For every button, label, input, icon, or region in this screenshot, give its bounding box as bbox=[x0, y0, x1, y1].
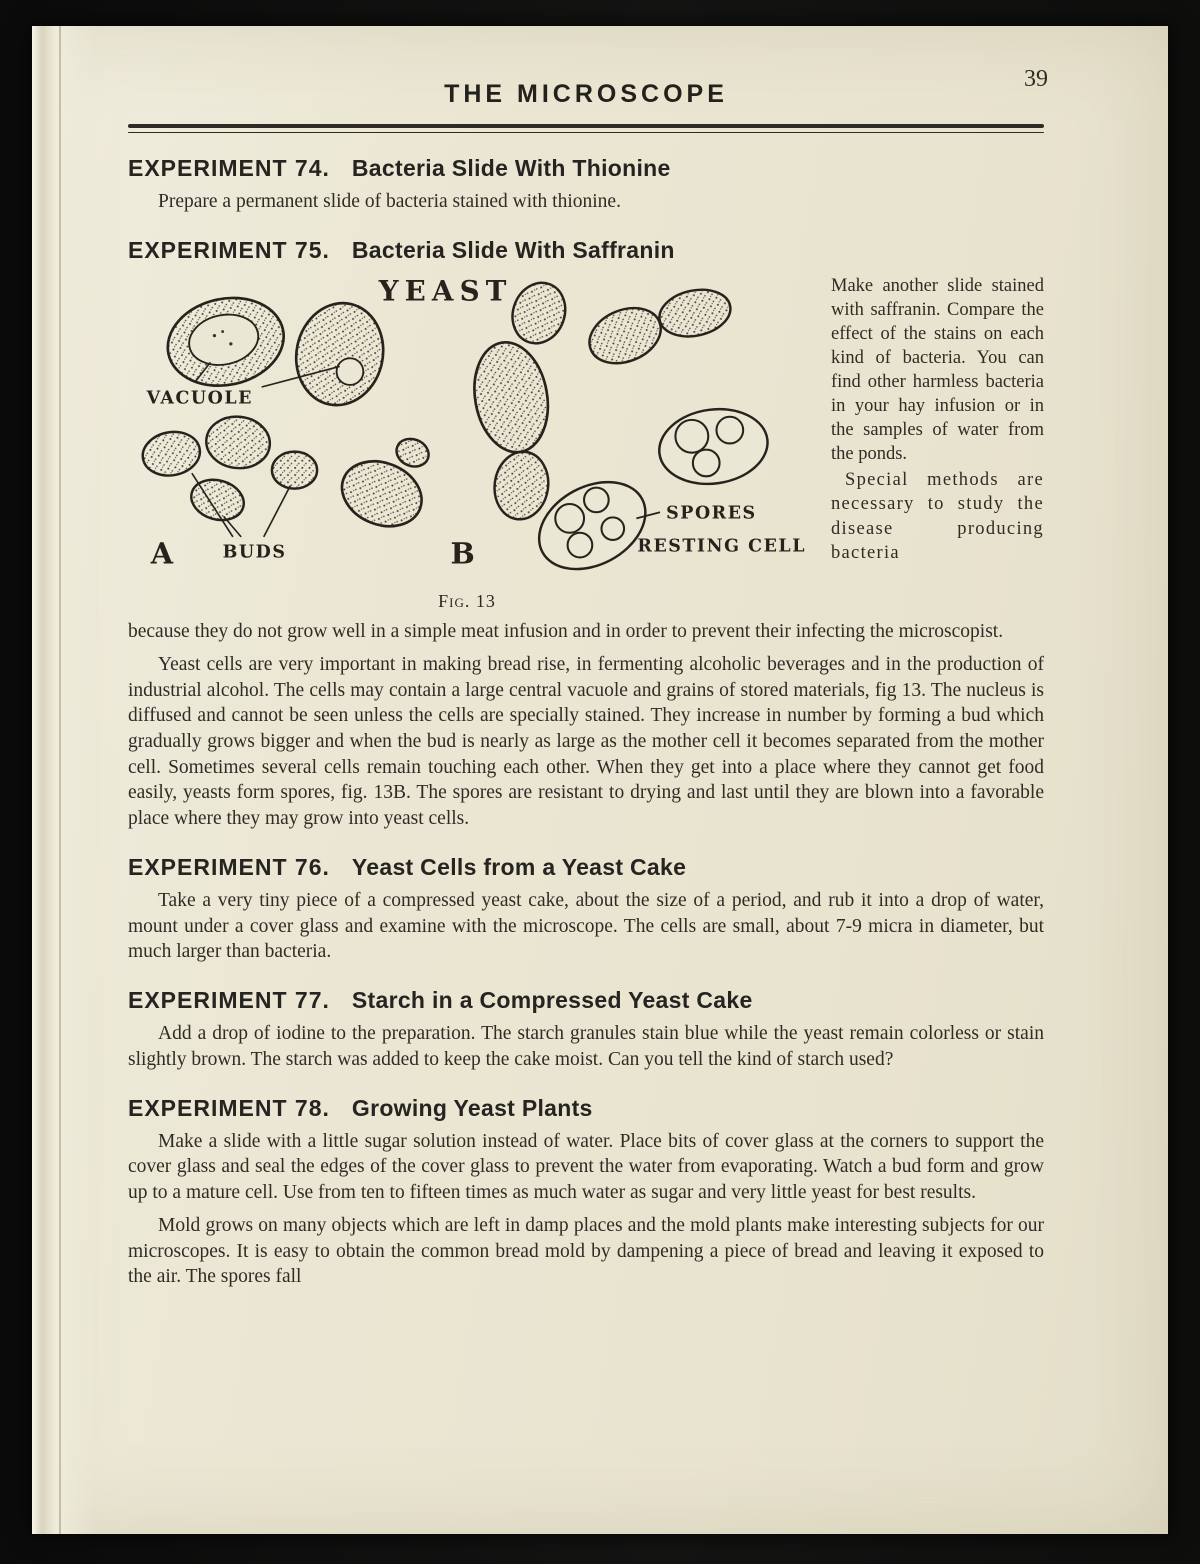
figure-and-sidebar-row bbox=[128, 272, 1044, 612]
figure-label-spores: SPORES bbox=[666, 503, 757, 524]
experiment-78-label: EXPERIMENT 78. bbox=[128, 1094, 330, 1121]
experiment-78-title: Growing Yeast Plants bbox=[351, 1094, 593, 1121]
figure-label-b: B bbox=[450, 536, 475, 571]
experiment-77-title: Starch in a Compressed Yeast Cake bbox=[351, 987, 753, 1014]
figure-label-vacuole: VACUOLE bbox=[146, 388, 253, 409]
experiment-77-heading bbox=[128, 987, 1044, 1014]
experiment-74-label: EXPERIMENT 74. bbox=[128, 155, 330, 182]
page-content bbox=[128, 66, 1048, 1290]
rule-thin bbox=[128, 132, 1044, 134]
header-double-rule bbox=[128, 124, 1044, 133]
experiment-75-continuation: because they do not grow well in a simple meat infusion and in order to prevent their infecting the microscopist. bbox=[128, 621, 1004, 643]
experiment-74-title: Bacteria Slide With Thionine bbox=[351, 155, 671, 182]
figure-label-a: A bbox=[150, 536, 174, 571]
experiment-76-paragraph: Take a very tiny piece of a compressed yeast cake, about the size of a period, and rub it into a drop of water, mount under a cover glass and examine with the microscope. The cells are small, about 7-9 micra in diameter, but much larger than bacteria. bbox=[128, 889, 1044, 963]
experiment-78-paragraph-1: Make a slide with a little sugar solution instead of water. Place bits of cover glass at the corners to support the cover glass and seal the edges of the cover glass to prevent the water from evaporating. Watch a bud form and grow up to a mature cell. Use from ten to fifteen times as much water as sugar and very little yeast for best results. bbox=[128, 1130, 1044, 1204]
yeast-figure-drawing bbox=[128, 272, 806, 580]
experiment-75-title: Bacteria Slide With Saffranin bbox=[351, 237, 675, 264]
yeast-buds-cluster bbox=[139, 414, 433, 538]
book-page bbox=[32, 26, 1168, 1534]
figure-label-buds: BUDS bbox=[222, 542, 287, 563]
experiment-76-label: EXPERIMENT 76. bbox=[128, 853, 330, 880]
yeast-cells-paragraph: Yeast cells are very important in making bread rise, in fermenting alcoholic beverages and in the production of industrial alcohol. The cells may contain a large central vacuole and grains of stored materials, fig 13. The nucleus is diffused and cannot be seen unless the cells are specially stained. They increase in number by forming a bud which gradually grows bigger and when the bud is nearly as large as the mother cell it becomes separated from the mother cell. Sometimes several cells remain touching each other. When they get into a place where they cannot get food easily, yeasts form spores, fig. 13B. The spores are resistant to drying and last until they are blown into a favorable place where they may grow into yeast cells. bbox=[128, 653, 1044, 830]
experiment-75-label: EXPERIMENT 75. bbox=[128, 237, 330, 264]
experiment-75-side-paragraph-2: Special methods are necessary to study the disease producing bacteria bbox=[831, 470, 1044, 563]
page-binding-edge bbox=[32, 26, 96, 1534]
experiment-78-paragraph-2: Mold grows on many objects which are left in damp places and the mold plants make interesting subjects for our microscopes. It is easy to obtain the common bread mold by dampening a piece of bread and leaving it exposed to the air. The spores fall bbox=[128, 1214, 1044, 1288]
experiment-75-heading bbox=[128, 237, 1044, 264]
experiment-74-heading bbox=[128, 155, 1044, 182]
figure-label-yeast: YEAST bbox=[378, 274, 513, 308]
experiment-75-side-column bbox=[831, 274, 1044, 565]
rule-thick bbox=[128, 124, 1044, 128]
figure-label-resting-cells: RESTING CELLS bbox=[637, 536, 806, 557]
figure-13-caption: Fig. 13 bbox=[438, 591, 496, 612]
page-number: 39 bbox=[1024, 66, 1048, 92]
running-head bbox=[128, 66, 1048, 114]
binding-crease-line bbox=[59, 26, 61, 1534]
experiment-77-paragraph: Add a drop of iodine to the preparation. The starch granules stain blue while the yeast remain colorless or stain slightly brown. The starch was added to keep the cake moist. Can you tell the kind of starch used? bbox=[128, 1023, 1044, 1070]
experiment-77-label: EXPERIMENT 77. bbox=[128, 987, 330, 1014]
figure-13 bbox=[128, 272, 806, 612]
running-title: THE MICROSCOPE bbox=[444, 80, 728, 108]
experiment-74-paragraph: Prepare a permanent slide of bacteria stained with thionine. bbox=[158, 191, 621, 213]
experiment-76-title: Yeast Cells from a Yeast Cake bbox=[351, 853, 687, 880]
experiment-76-heading bbox=[128, 854, 1044, 881]
experiment-78-heading bbox=[128, 1095, 1044, 1122]
experiment-75-side-paragraph-1: Make another slide stained with saffranin. Compare the effect of the stains on each kind of bacteria. You can find other harmless bacteria in your hay infusion or in the samples of water from the ponds. bbox=[831, 276, 1044, 465]
